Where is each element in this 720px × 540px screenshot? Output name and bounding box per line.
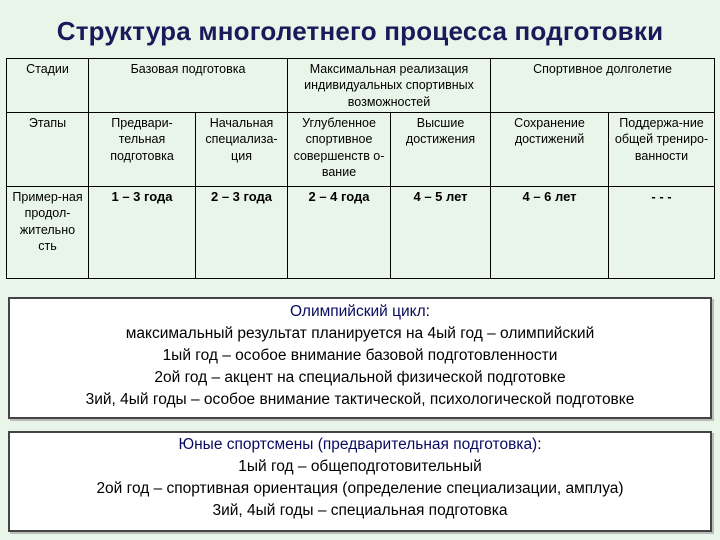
olympic-line: 1ый год – особое внимание базовой подготовленности — [162, 347, 558, 364]
stage-cell: Спортивное долголетие — [491, 59, 715, 113]
phase-cell: Поддержа-ние общей трениро-ванности — [609, 113, 715, 187]
training-structure-table — [6, 58, 715, 279]
duration-cell: 1 – 3 года — [89, 187, 196, 279]
page-title: Структура многолетнего процесса подготовки — [56, 16, 664, 46]
phases-header: Этапы — [7, 113, 89, 187]
olympic-line: 2ой год – акцент на специальной физической подготовке — [154, 369, 566, 386]
duration-cell: 4 – 6 лет — [491, 187, 609, 279]
stage-cell: Максимальная реализация индивидуальных спортивных возможностей — [288, 59, 491, 113]
duration-cell: 2 – 4 года — [288, 187, 391, 279]
stages-row — [7, 59, 715, 113]
durations-row — [7, 187, 715, 279]
phase-cell: Начальная специализа-ция — [196, 113, 288, 187]
phase-cell: Предвари-тельная подготовка — [89, 113, 196, 187]
duration-cell: 2 – 3 года — [196, 187, 288, 279]
youth-heading: Юные спортсмены (предварительная подготовка): — [178, 436, 542, 453]
olympic-line: максимальный результат планируется на 4ый год – олимпийский — [125, 325, 595, 342]
stage-cell: Базовая подготовка — [89, 59, 288, 113]
phases-row — [7, 113, 715, 187]
olympic-line: 3ий, 4ый годы – особое внимание тактической, психологической подготовке — [85, 391, 635, 408]
olympic-cycle-box — [8, 297, 712, 419]
youth-line: 2ой год – спортивная ориентация (определение специализации, амплуа) — [96, 480, 624, 497]
phase-cell: Углубленное спортивное совершенств о-вание — [288, 113, 391, 187]
youth-athletes-box — [8, 431, 712, 532]
olympic-cycle-heading: Олимпийский цикл: — [290, 303, 430, 320]
youth-line: 3ий, 4ый годы – специальная подготовка — [212, 502, 508, 519]
duration-cell: - - - — [609, 187, 715, 279]
stages-header: Стадии — [7, 59, 89, 113]
duration-header: Пример-ная продол-жительно сть — [7, 187, 89, 279]
duration-cell: 4 – 5 лет — [391, 187, 491, 279]
youth-line: 1ый год – общеподготовительный — [238, 458, 482, 475]
phase-cell: Высшие достижения — [391, 113, 491, 187]
phase-cell: Сохранение достижений — [491, 113, 609, 187]
